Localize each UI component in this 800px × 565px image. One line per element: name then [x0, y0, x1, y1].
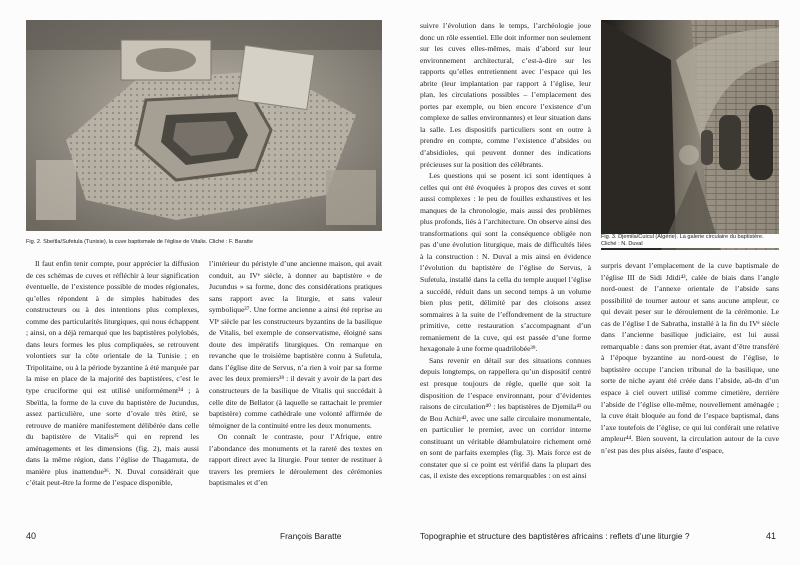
paragraph: l’intérieur du péristyle d’une ancienne maison, qui avait conduit, au IVᵉ siècle, à donner au baptistère « de Jucundus » sa forme, donc des considérations pratiques sans rapport avec la liturgie, et sans valeur symbolique³⁷. Une forme ancienne a ainsi été reprise au VIᵉ siècle par les constructeurs byzantins de la basilique de Vitalis, bel exemple de conservatisme, éloigné sans doute des impératifs liturgiques. On remarque en revanche que le troisième baptistère connu à Sufetula, dans l’église dite de Servus, n’a rien à voir par sa forme avec les deux premiers³⁸ : il devait y avoir de la part des constructeurs de la basilique de Vitalis qui succédait à celle dite de Bellator (à laquelle se rattachait le premier baptistère) comme cathédrale une volonté affirmée de témoigner de la continuité entre les deux monuments. [209, 259, 382, 430]
text-column-2 [601, 260, 779, 456]
text-column-1 [26, 258, 199, 489]
page-number: 40 [26, 531, 37, 541]
paragraph: Il faut enfin tenir compte, pour apprécier la diffusion de ces schémas de cuves et réfléchir à leur signification éventuelle, de l’existence possible de modes régionales, qu’elles répondent à de simples habitudes des constructeurs ou à des intentions plus complexes, comme des particularités liturgiques, qui nous échappent ; ainsi, on a déjà remarqué que les baptistères polylobés, dans leurs formes les plus compliquées, se retrouvent volontiers sur la côte orientale de la Tunisie ; en Tripolitaine, ou à la période byzantine à été marquée par la mise en place de la majorité des baptistères, c’est le type cruciforme qui est utilisé uniformément³⁴ ; à Sbeïtla, la forme de la cuve du baptistère de Jucundus, assez particulière, une sorte d’ovale très étiré, se retrouve de manière manifestement délibérée dans celle du baptistère de Vitalis³⁵ qui en reprend les aménagements et les dimensions (fig. 2), mais aussi dans la même région, dans l’église de Thagamuta, de manière plus inattendue³⁶. N. Duval considérait que c’était peut-être la forme de l’espace disponible, [26, 259, 199, 488]
text-column-2 [209, 258, 382, 489]
running-head: François Baratte [280, 531, 342, 541]
paragraph: Sans revenir en détail sur des situations connues depuis longtemps, on rappellera qu’un dispositif centré est presque toujours de règle, quelle que soit la disposition de l’espace environnant, pour d’évidentes raisons de circulation⁴⁰ : les baptistères de Djemila⁴¹ ou de Bou Achir⁴², avec une salle circulaire monumentale, en particulier le premier, avec un corridor interne constituant un véritable déambulatoire richement orné en sont de parfaits exemples (fig. 3). Mais force est de constater que si ce point est vérifié dans la plupart des cas, il existe des exceptions remarquables : on est ainsi [420, 355, 591, 481]
right-page [400, 0, 800, 565]
circular-gallery-djemila-photo [601, 20, 779, 250]
paragraph: Les questions qui se posent ici sont identiques à celles qui ont été évoquées à propos des cuves et sont aussi complexes : le peu de fouilles exhaustives et les manques de la chronologie, mais aussi des problèmes plus profonds, liés à l’architecture. On observe ainsi des transformations qui sont la conséquence obligée non pas d’une évolution liturgique, mais de difficultés liées à la construction : N. Duval a mis ainsi en évidence l’évolution du baptistère de l’église de Servus, à Sufetula, installé dans la cella du temple auquel l’église a succédé, réduit dans un second temps à un volume bien plus petit, délimité par des cloisons assez sommaires à la suite de l’effondrement de la structure primitive, cette restauration s’accompagnant d’un remaniement de la cuve, qui est passée d’une forme hexagonale à une forme quadrilobée³⁹. [420, 171, 591, 354]
paragraph: surpris devant l’emplacement de la cuve baptismale de l’église III de Sidi Jdidi⁴³, calée de biais dans l’angle nord-ouest de l’annexe orientale de l’abside sans possibilité de tourner autour et sans aucune ampleur, ce qui devait peser sur le déroulement de la cérémonie. Le cas de l’église I de Sabratha, installé à la fin du IVᵉ siècle dans l’ancienne basilique judiciaire, est lui aussi remarquable : dans son premier état, avant d’être transféré à l’époque byzantine au nord-ouest de l’église, le baptistère occupe l’ancien tribunal de la basilique, une sorte de niche ayant été créée dans l’abside, aû-dn d’un espace à ciel ouvert utilisé comme cimetière, derrière l’abside de l’église elle-même, nouvellement aménagée ; la cuve était bloquée au fond de l’espace baptismal, dans l’axe toutefois de l’église, ce qui lui conférait une relative ampleur⁴⁴. Bien souvent, la circulation autour de la cuve n’est pas des plus aisées, faute d’espace, [601, 261, 779, 455]
running-head: Topographie et structure des baptistères africains : reflets d’une liturgie ? [420, 531, 690, 541]
paragraph: suivre l’évolution dans le temps, l’archéologie joue donc un rôle essentiel. Elle doit informer non seulement sur les cuves elles-mêmes, mais d’abord sur leur environnement architectural, c’est-à-dire sur les rapports qu’elles entretiennent avec l’espace qui les abrite (leur implantation par rapport à l’église, leur plan, les circulations possibles – l’emplacement des portes par exemple, ou bien encore l’existence d’un complexe de salles environnantes) et leur situation dans la salle. Les dispositifs particuliers sont en outre à prendre en compte, comme l’existence d’absides ou d’absidioles, qui peuvent donner des indications précieuses sur la position des célébrants. [420, 21, 591, 169]
baptismal-font-sbeitla-photo [26, 20, 382, 231]
paragraph: On connaît le contraste, pour l’Afrique, entre l’abondance des monuments et la rareté des textes en rapport direct avec la liturgie. Pour tenter de restituer à travers les premiers le déroulement des cérémonies baptismales et d’en [209, 432, 382, 488]
text-column-1 [420, 20, 591, 482]
figure-caption: Fig. 3. Djemila/Cuicul (Algérie). La galerie circulaire du baptistère. Cliché : N. Duval [601, 234, 779, 248]
page-number: 41 [766, 531, 777, 541]
figure-caption: Fig. 2. Sbeïtla/Sufetula (Tunisie), la cuve baptismale de l’église de Vitalis. Cliché : F. Baratte [26, 239, 253, 245]
